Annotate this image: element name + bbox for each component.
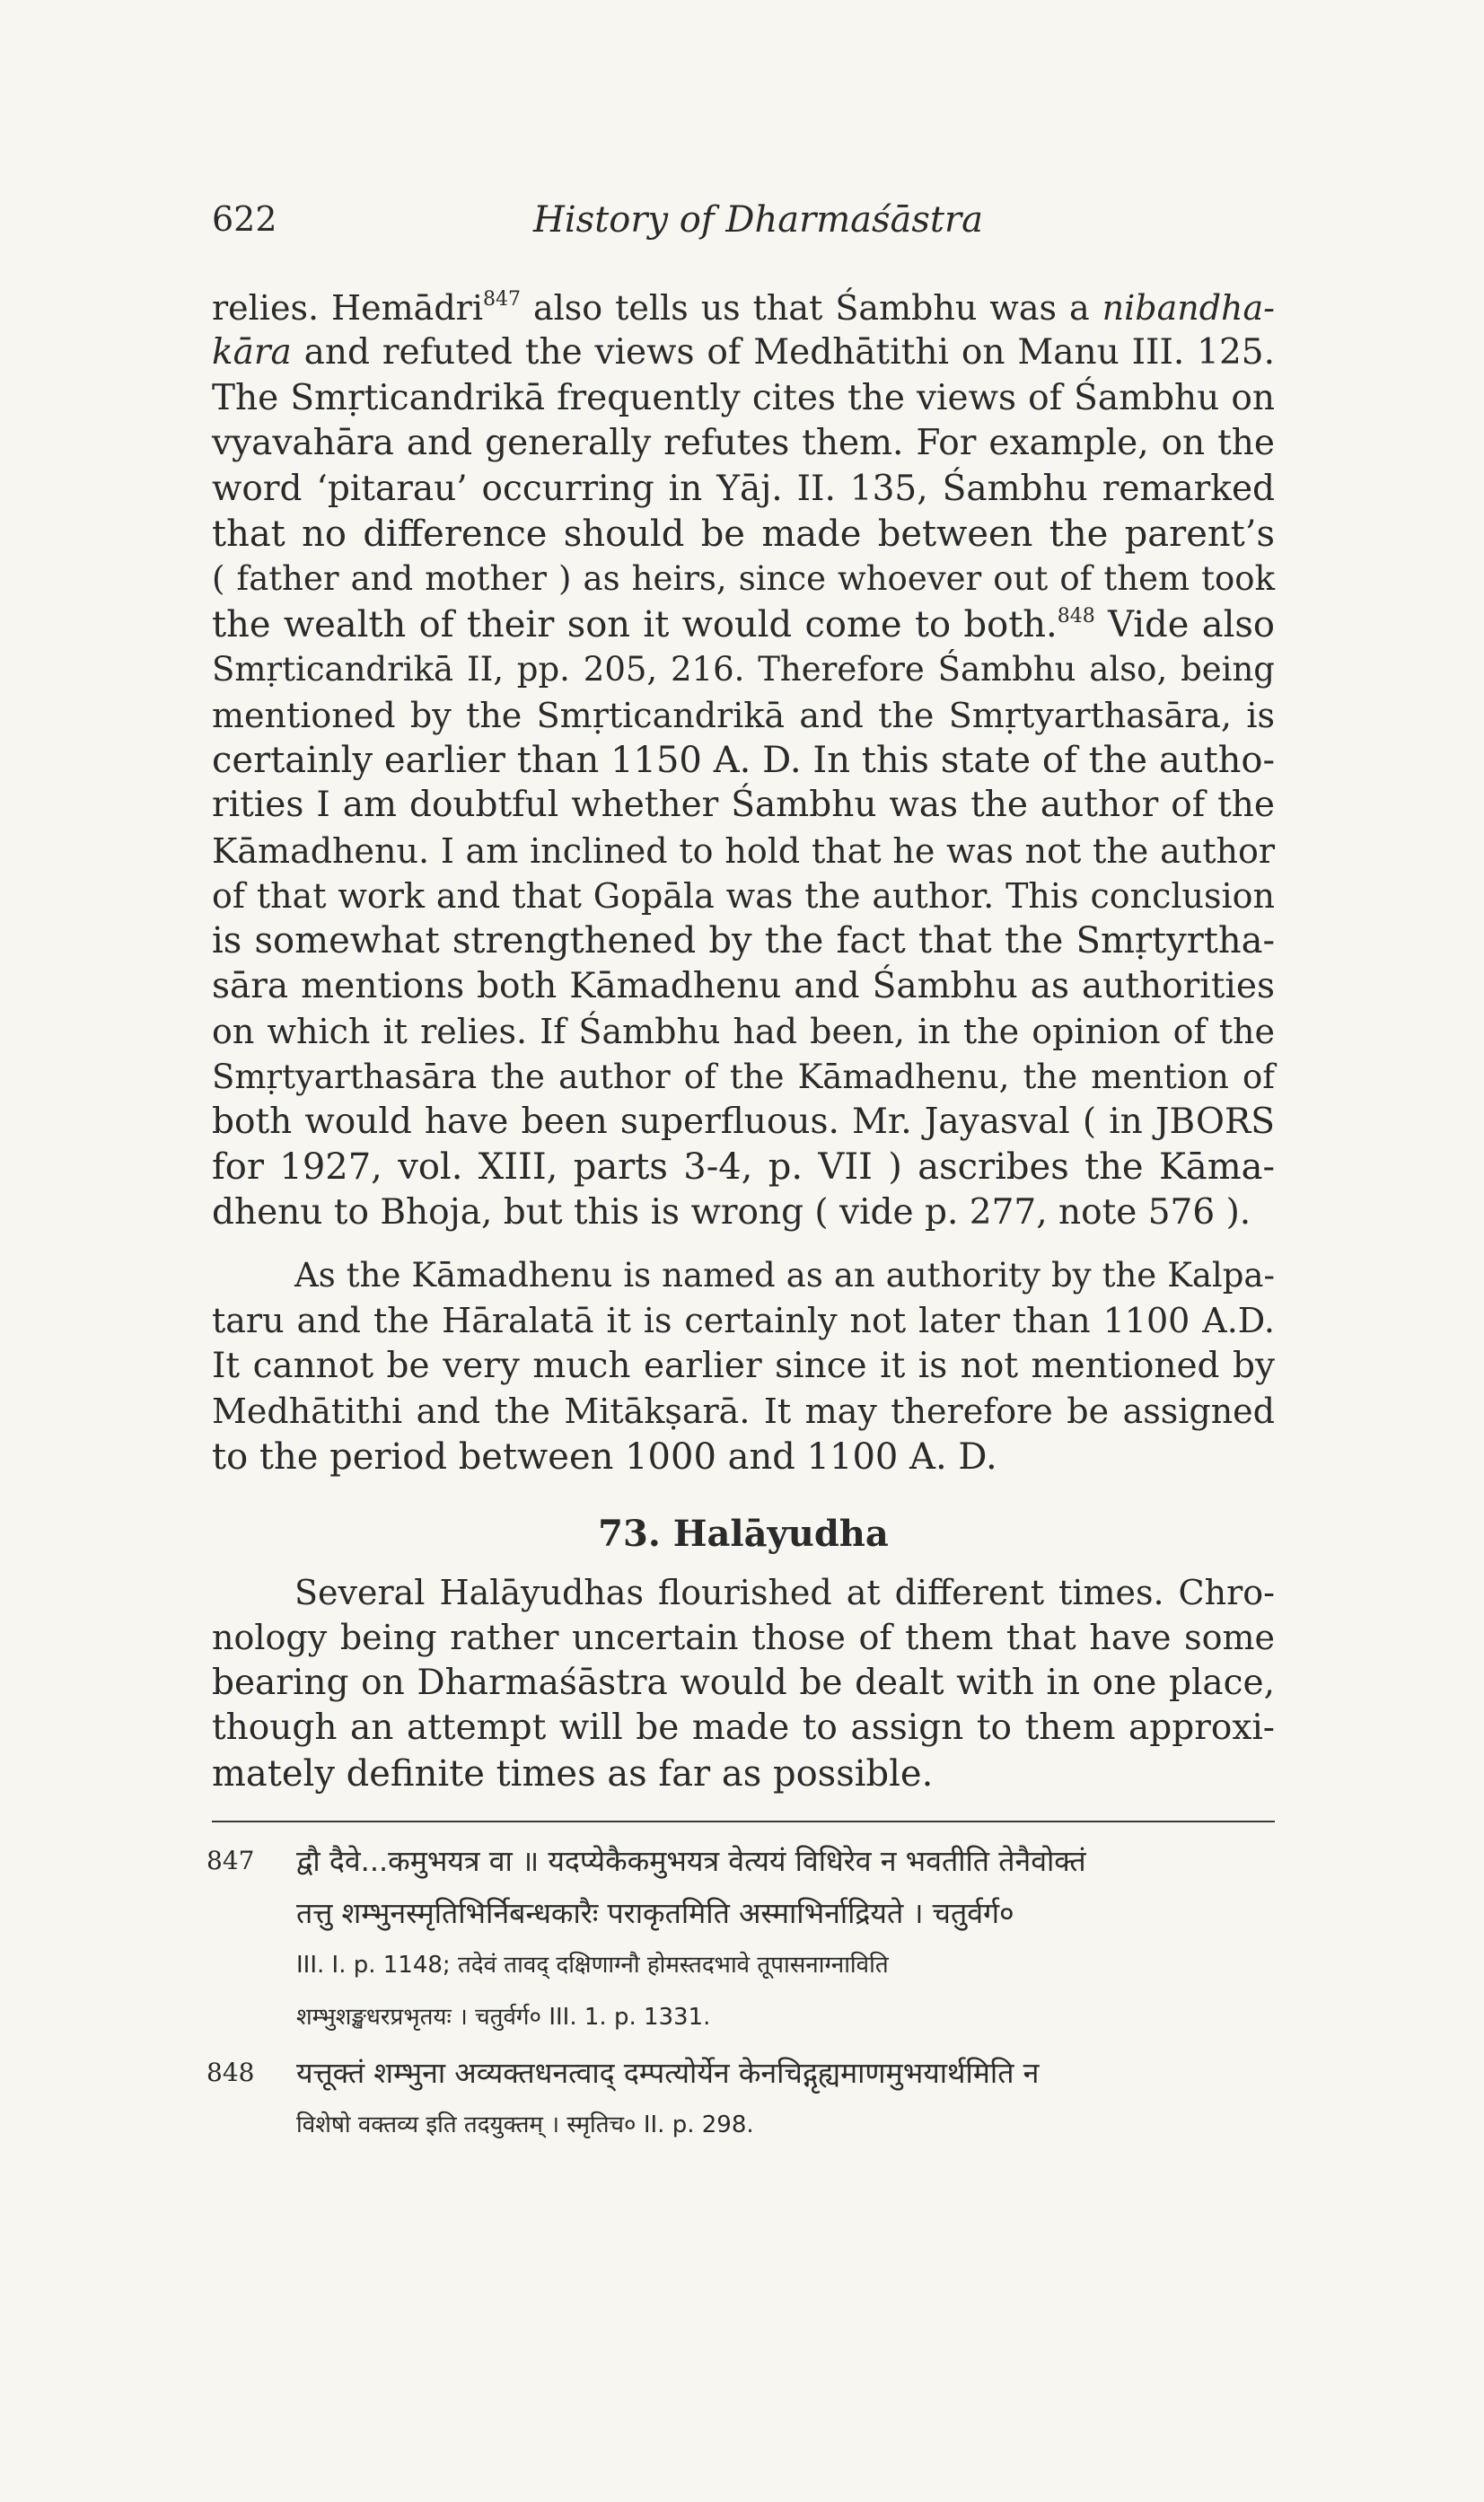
running-title: History of Dharmaśāstra	[533, 199, 983, 241]
paragraph-1	[212, 285, 1275, 1235]
footnote-divider	[212, 1821, 1275, 1822]
text-line: to the period between 1000 and 1100 A. D.	[212, 1435, 997, 1478]
text-line: on which it relies. If Śambhu had been, in the opinion of the	[212, 1012, 1275, 1052]
text-line: Several Halāyudhas flourished at different times. Chro-	[294, 1573, 1275, 1612]
text-line: taru and the Hāralatā it is certainly not later than 1100 A.D.	[212, 1301, 1275, 1341]
footnote-line: शम्भुशङ्खधरप्रभृतयः । चतुर्वर्ग० III. 1. p. 1331.	[296, 2004, 711, 2031]
text-line: Smṛtyarthasāra the author of the Kāmadhenu, the mention of	[212, 1057, 1275, 1096]
text-line: ( father and mother ) as heirs, since whoever out of them took	[212, 559, 1275, 599]
text-line: The Smṛticandrikā frequently cites the views of Śambhu on	[212, 377, 1275, 418]
footnote-line: यत्तूक्तं शम्भुना अव्यक्तधनत्वाद् दम्पत्योर्येन केनचिद्गृह्यमाणमुभयार्थमिति न	[296, 2056, 1040, 2090]
footnote-847	[206, 1835, 1284, 2043]
text-line: for 1927, vol. XIII, parts 3-4, p. VII ) ascribes the Kāma-	[212, 1146, 1275, 1189]
page-number: 622	[212, 199, 277, 239]
text-line: is somewhat strengthened by the fact that the Smṛtyrtha-	[212, 920, 1275, 962]
text-line: Kāmadhenu. I am inclined to hold that he was not the author	[212, 830, 1275, 871]
text-line: of that work and that Gopāla was the author. This conclusion	[212, 876, 1275, 917]
paragraph-2	[212, 1253, 1275, 1479]
footnote-line: तत्तु शम्भुनस्मृतिभिर्निबन्धकारैः पराकृतमिति अस्माभिर्नाद्रियते । चतुर्वर्ग०	[296, 1896, 1014, 1930]
text-line: dhenu to Bhoja, but this is wrong ( vide p. 277, note 576 ).	[212, 1191, 1251, 1233]
text-line: though an attempt will be made to assign to them approxi-	[212, 1708, 1275, 1749]
text-line: As the Kāmadhenu is named as an authority by the Kalpa-	[294, 1256, 1275, 1295]
text-line: kāra and refuted the views of Medhātithi on Manu III. 125.	[212, 332, 1275, 373]
footnote-number: 848	[206, 2058, 255, 2087]
text-line: nology being rather uncertain those of them that have some	[212, 1618, 1275, 1658]
footnote-ref-848[interactable]: 848	[1057, 604, 1095, 628]
text-line: mentioned by the Smṛticandrikā and the Smṛtyarthasāra, is	[212, 695, 1275, 735]
footnote-ref-847[interactable]: 847	[482, 288, 521, 311]
text-line: that no difference should be made between the parent’s	[212, 513, 1275, 555]
text-line: relies. Hemādri$^{847}$ also tells us that Śambhu was a nibandha-	[212, 288, 1275, 328]
paragraph-3	[212, 1570, 1275, 1796]
footnote-line: विशेषो वक्तव्य इति तदयुक्तम् । स्मृतिच० II. p. 298.	[296, 2111, 754, 2138]
section-heading: 73. Halāyudha	[598, 1513, 889, 1555]
text-line: the wealth of their son it would come to both.$^{848}$ Vide also	[212, 603, 1275, 645]
text-line: word ‘pitarau’ occurring in Yāj. II. 135, Śambhu remarked	[212, 468, 1275, 509]
footnote-line: द्वौ दैवे...कमुभयत्र वा ॥ यदप्येकैकमुभयत्र वेत्ययं विधिरेव न भवतीति तेनैवोक्तं	[296, 1844, 1086, 1878]
text-line: bearing on Dharmaśāstra would be dealt with in one place,	[212, 1662, 1275, 1703]
text-line: vyavahāra and generally refutes them. For example, on the	[212, 423, 1275, 464]
text-line: rities I am doubtful whether Śambhu was the author of the	[212, 785, 1275, 826]
footnote-number: 847	[206, 1846, 255, 1875]
text-line: It cannot be very much earlier since it is not mentioned by	[212, 1345, 1275, 1386]
footnote-848	[206, 2047, 1284, 2151]
text-line: mately definite times as far as possible.	[212, 1752, 934, 1795]
text-line: Medhātithi and the Mitākṣarā. It may therefore be assigned	[212, 1391, 1275, 1432]
page-header	[212, 199, 1289, 253]
footnote-line: III. I. p. 1148; तदेवं तावद् दक्षिणाग्नौ होमस्तदभावे तूपासनाग्नाविति	[296, 1952, 889, 1979]
text-line: both would have been superfluous. Mr. Jayasval ( in JBORS	[212, 1102, 1275, 1143]
text-line: Smṛticandrikā II, pp. 205, 216. Therefore Śambhu also, being	[212, 650, 1275, 689]
footnotes	[206, 1835, 1284, 2155]
text-line: sāra mentions both Kāmadhenu and Śambhu as authorities	[212, 965, 1275, 1006]
text-line: certainly earlier than 1150 A. D. In this state of the autho-	[212, 739, 1275, 781]
